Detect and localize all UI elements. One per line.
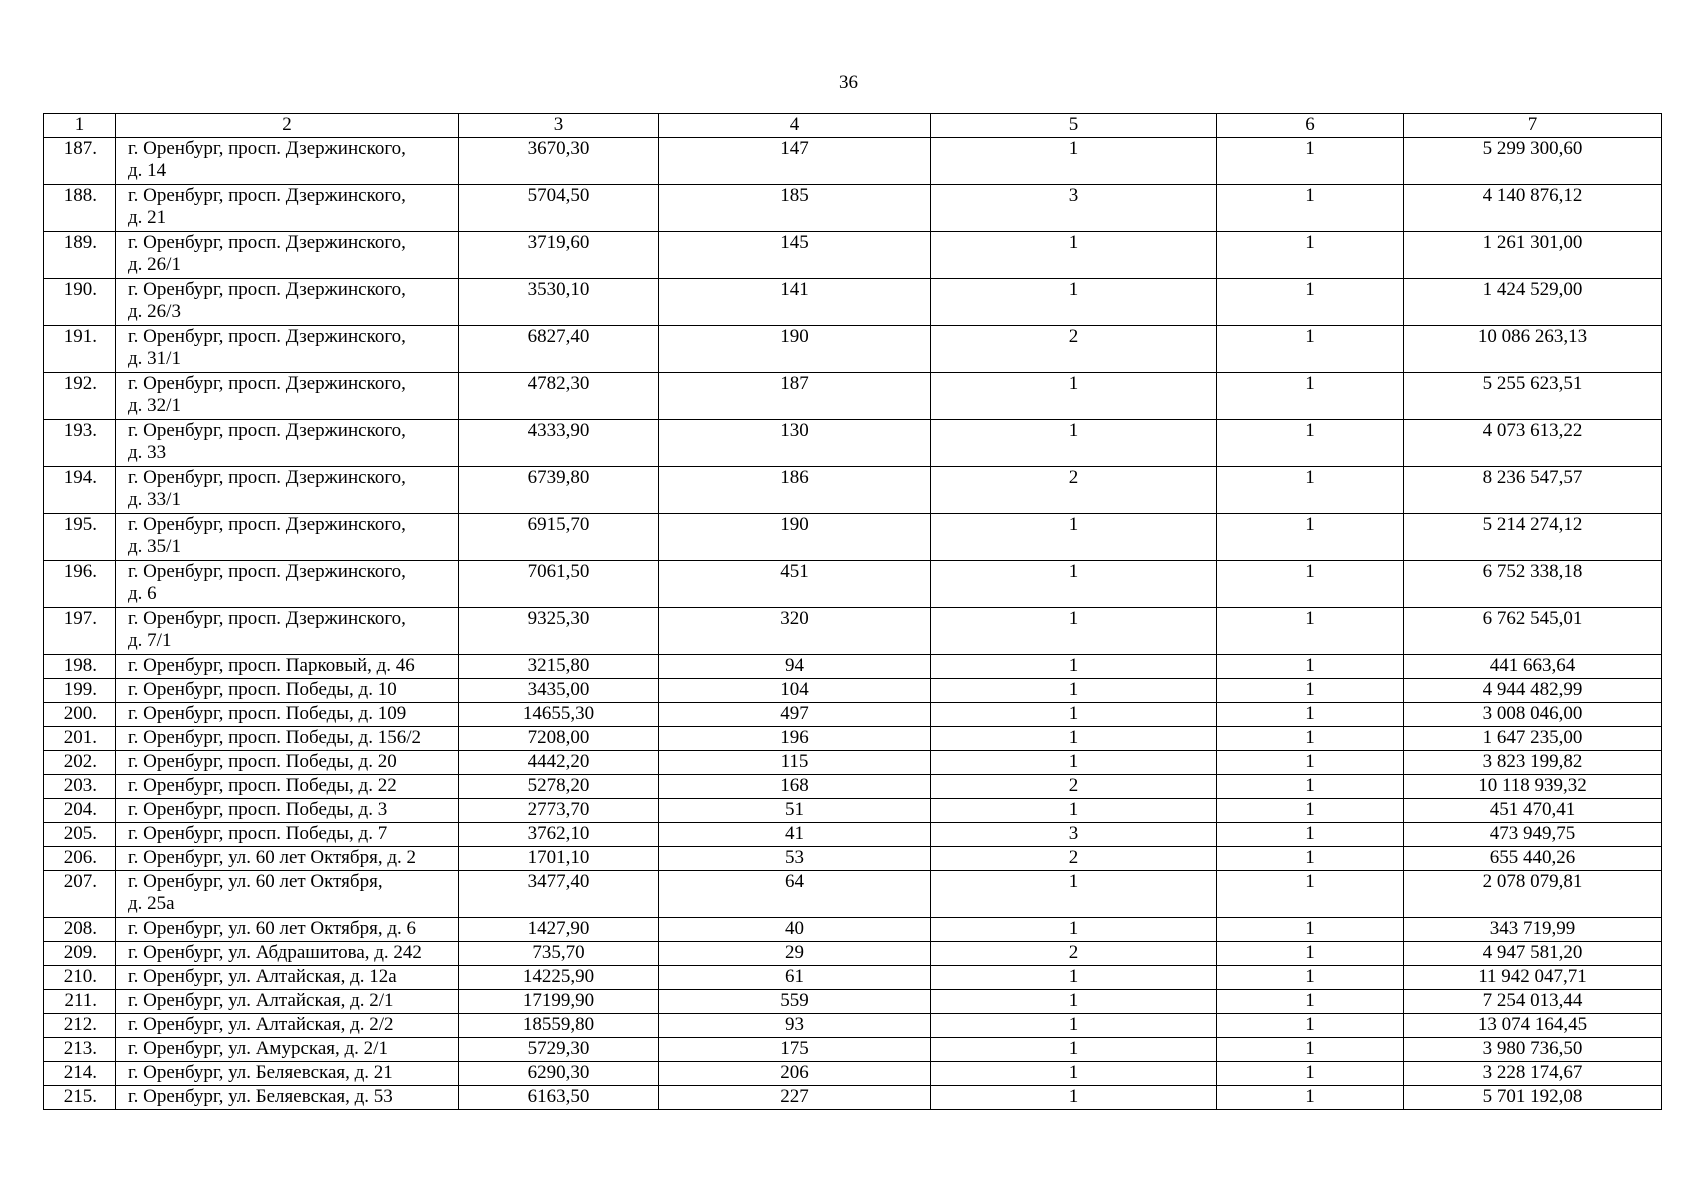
address-line: г. Оренбург, просп. Победы, д. 22 [128, 775, 397, 796]
row-col-4: 497 [659, 703, 931, 727]
row-col-4: 196 [659, 727, 931, 751]
row-number: 209. [44, 942, 116, 966]
row-address [116, 608, 459, 655]
row-col-5: 1 [931, 373, 1217, 420]
address-line: г. Оренбург, просп. Дзержинского, [128, 608, 406, 629]
table-row [44, 751, 1662, 775]
row-col-5: 1 [931, 679, 1217, 703]
row-col-3: 1427,90 [459, 918, 659, 942]
row-number: 190. [44, 279, 116, 326]
row-col-5: 1 [931, 138, 1217, 185]
row-col-4: 93 [659, 1014, 931, 1038]
header-col-1: 1 [44, 114, 116, 138]
row-col-3: 5278,20 [459, 775, 659, 799]
row-col-5: 1 [931, 799, 1217, 823]
row-col-5: 1 [931, 990, 1217, 1014]
row-address [116, 918, 459, 942]
row-col-4: 104 [659, 679, 931, 703]
row-address [116, 703, 459, 727]
row-col-7: 1 647 235,00 [1404, 727, 1662, 751]
row-col-7: 473 949,75 [1404, 823, 1662, 847]
row-col-5: 1 [931, 966, 1217, 990]
row-col-4: 115 [659, 751, 931, 775]
row-number: 189. [44, 232, 116, 279]
address-line: г. Оренбург, просп. Дзержинского, [128, 561, 406, 582]
table-row [44, 138, 1662, 185]
address-line: г. Оренбург, просп. Победы, д. 7 [128, 823, 388, 844]
row-col-6: 1 [1217, 1038, 1404, 1062]
table-row [44, 608, 1662, 655]
row-col-7: 3 823 199,82 [1404, 751, 1662, 775]
table-row [44, 561, 1662, 608]
row-col-3: 7208,00 [459, 727, 659, 751]
row-number: 193. [44, 420, 116, 467]
table-row [44, 966, 1662, 990]
row-col-3: 4782,30 [459, 373, 659, 420]
row-number: 194. [44, 467, 116, 514]
row-col-3: 14655,30 [459, 703, 659, 727]
row-col-4: 147 [659, 138, 931, 185]
table-row [44, 847, 1662, 871]
header-col-2: 2 [116, 114, 459, 138]
row-col-4: 130 [659, 420, 931, 467]
table-row [44, 326, 1662, 373]
row-col-7: 7 254 013,44 [1404, 990, 1662, 1014]
address-line: г. Оренбург, ул. 60 лет Октября, д. 2 [128, 847, 416, 868]
row-col-5: 1 [931, 655, 1217, 679]
table-row [44, 373, 1662, 420]
address-line: д. 31/1 [128, 348, 181, 369]
row-col-6: 1 [1217, 1062, 1404, 1086]
row-col-7: 655 440,26 [1404, 847, 1662, 871]
row-address [116, 326, 459, 373]
row-number: 206. [44, 847, 116, 871]
address-line: д. 14 [128, 160, 167, 181]
table-row [44, 775, 1662, 799]
table-row [44, 823, 1662, 847]
row-address [116, 1014, 459, 1038]
row-col-4: 190 [659, 514, 931, 561]
row-col-7: 5 701 192,08 [1404, 1086, 1662, 1110]
table-row [44, 942, 1662, 966]
row-address [116, 751, 459, 775]
row-number: 199. [44, 679, 116, 703]
row-col-4: 187 [659, 373, 931, 420]
row-col-6: 1 [1217, 823, 1404, 847]
table-row [44, 514, 1662, 561]
row-col-3: 5729,30 [459, 1038, 659, 1062]
address-line: д. 26/3 [128, 301, 181, 322]
row-col-5: 1 [931, 703, 1217, 727]
row-address [116, 727, 459, 751]
row-number: 188. [44, 185, 116, 232]
row-col-3: 3435,00 [459, 679, 659, 703]
row-col-3: 6915,70 [459, 514, 659, 561]
row-address [116, 775, 459, 799]
row-col-7: 441 663,64 [1404, 655, 1662, 679]
row-col-7: 4 947 581,20 [1404, 942, 1662, 966]
row-col-3: 3215,80 [459, 655, 659, 679]
row-col-6: 1 [1217, 279, 1404, 326]
row-col-7: 3 008 046,00 [1404, 703, 1662, 727]
row-col-4: 53 [659, 847, 931, 871]
row-number: 211. [44, 990, 116, 1014]
address-line: г. Оренбург, ул. Беляевская, д. 21 [128, 1062, 393, 1083]
row-col-6: 1 [1217, 1014, 1404, 1038]
row-col-6: 1 [1217, 751, 1404, 775]
row-col-3: 6827,40 [459, 326, 659, 373]
address-line: г. Оренбург, ул. 60 лет Октября, [128, 871, 383, 892]
row-col-3: 3530,10 [459, 279, 659, 326]
row-number: 201. [44, 727, 116, 751]
row-col-5: 3 [931, 823, 1217, 847]
row-col-4: 51 [659, 799, 931, 823]
row-col-6: 1 [1217, 727, 1404, 751]
row-address [116, 847, 459, 871]
row-col-5: 1 [931, 1086, 1217, 1110]
address-line: г. Оренбург, ул. Абдрашитова, д. 242 [128, 942, 422, 963]
table-row [44, 703, 1662, 727]
table-row [44, 467, 1662, 514]
address-line: д. 25а [128, 893, 175, 914]
row-number: 204. [44, 799, 116, 823]
row-col-3: 3477,40 [459, 871, 659, 918]
table-row [44, 727, 1662, 751]
row-col-5: 2 [931, 847, 1217, 871]
row-col-5: 3 [931, 185, 1217, 232]
row-col-3: 3670,30 [459, 138, 659, 185]
row-number: 197. [44, 608, 116, 655]
table-row [44, 679, 1662, 703]
address-line: д. 7/1 [128, 630, 172, 651]
row-number: 214. [44, 1062, 116, 1086]
row-col-7: 10 086 263,13 [1404, 326, 1662, 373]
row-address [116, 799, 459, 823]
row-col-7: 6 762 545,01 [1404, 608, 1662, 655]
table-row [44, 918, 1662, 942]
table-row [44, 655, 1662, 679]
row-address [116, 373, 459, 420]
row-number: 205. [44, 823, 116, 847]
address-line: д. 21 [128, 207, 167, 228]
table-row [44, 990, 1662, 1014]
row-col-5: 1 [931, 1038, 1217, 1062]
row-col-3: 18559,80 [459, 1014, 659, 1038]
row-col-6: 1 [1217, 655, 1404, 679]
row-col-6: 1 [1217, 871, 1404, 918]
table-row [44, 232, 1662, 279]
table-row [44, 799, 1662, 823]
row-col-5: 1 [931, 514, 1217, 561]
row-col-3: 1701,10 [459, 847, 659, 871]
row-address [116, 138, 459, 185]
row-col-4: 168 [659, 775, 931, 799]
row-col-3: 3762,10 [459, 823, 659, 847]
row-col-6: 1 [1217, 942, 1404, 966]
row-col-4: 175 [659, 1038, 931, 1062]
address-line: г. Оренбург, ул. Алтайская, д. 2/2 [128, 1014, 394, 1035]
table-row [44, 871, 1662, 918]
row-address [116, 1086, 459, 1110]
row-number: 207. [44, 871, 116, 918]
row-col-7: 4 073 613,22 [1404, 420, 1662, 467]
row-col-5: 2 [931, 942, 1217, 966]
row-col-6: 1 [1217, 966, 1404, 990]
row-col-5: 1 [931, 1014, 1217, 1038]
row-col-7: 11 942 047,71 [1404, 966, 1662, 990]
row-col-5: 1 [931, 420, 1217, 467]
row-col-3: 7061,50 [459, 561, 659, 608]
row-col-3: 6163,50 [459, 1086, 659, 1110]
table-row [44, 1062, 1662, 1086]
address-line: г. Оренбург, просп. Победы, д. 20 [128, 751, 397, 772]
address-line: г. Оренбург, ул. Амурская, д. 2/1 [128, 1038, 388, 1059]
row-col-6: 1 [1217, 679, 1404, 703]
address-line: г. Оренбург, просп. Дзержинского, [128, 373, 406, 394]
row-col-7: 8 236 547,57 [1404, 467, 1662, 514]
row-number: 200. [44, 703, 116, 727]
address-line: д. 33/1 [128, 489, 181, 510]
header-col-4: 4 [659, 114, 931, 138]
row-col-3: 2773,70 [459, 799, 659, 823]
row-col-3: 6739,80 [459, 467, 659, 514]
address-line: г. Оренбург, ул. Алтайская, д. 12а [128, 966, 397, 987]
row-number: 212. [44, 1014, 116, 1038]
row-col-7: 4 944 482,99 [1404, 679, 1662, 703]
row-number: 198. [44, 655, 116, 679]
row-col-6: 1 [1217, 918, 1404, 942]
header-col-3: 3 [459, 114, 659, 138]
row-address [116, 655, 459, 679]
address-line: г. Оренбург, просп. Дзержинского, [128, 326, 406, 347]
row-address [116, 679, 459, 703]
row-col-6: 1 [1217, 561, 1404, 608]
row-col-5: 1 [931, 561, 1217, 608]
row-col-4: 41 [659, 823, 931, 847]
row-col-4: 227 [659, 1086, 931, 1110]
row-col-7: 343 719,99 [1404, 918, 1662, 942]
row-col-4: 559 [659, 990, 931, 1014]
address-line: г. Оренбург, просп. Дзержинского, [128, 420, 406, 441]
row-address [116, 990, 459, 1014]
row-col-4: 451 [659, 561, 931, 608]
address-line: г. Оренбург, просп. Парковый, д. 46 [128, 655, 415, 676]
row-col-4: 64 [659, 871, 931, 918]
row-col-7: 13 074 164,45 [1404, 1014, 1662, 1038]
row-col-5: 1 [931, 727, 1217, 751]
address-line: д. 33 [128, 442, 167, 463]
row-col-7: 451 470,41 [1404, 799, 1662, 823]
address-line: г. Оренбург, просп. Победы, д. 3 [128, 799, 388, 820]
row-address [116, 561, 459, 608]
row-number: 215. [44, 1086, 116, 1110]
row-col-4: 206 [659, 1062, 931, 1086]
address-line: г. Оренбург, просп. Дзержинского, [128, 279, 406, 300]
address-line: г. Оренбург, ул. 60 лет Октября, д. 6 [128, 918, 416, 939]
row-address [116, 467, 459, 514]
row-col-4: 320 [659, 608, 931, 655]
row-col-5: 1 [931, 918, 1217, 942]
row-col-5: 1 [931, 1062, 1217, 1086]
row-number: 192. [44, 373, 116, 420]
row-col-7: 5 299 300,60 [1404, 138, 1662, 185]
row-number: 208. [44, 918, 116, 942]
row-address [116, 823, 459, 847]
row-col-5: 2 [931, 326, 1217, 373]
row-col-3: 17199,90 [459, 990, 659, 1014]
row-col-6: 1 [1217, 326, 1404, 373]
row-col-4: 145 [659, 232, 931, 279]
row-col-5: 2 [931, 775, 1217, 799]
row-col-5: 2 [931, 467, 1217, 514]
row-col-4: 186 [659, 467, 931, 514]
row-number: 210. [44, 966, 116, 990]
row-col-7: 6 752 338,18 [1404, 561, 1662, 608]
row-col-6: 1 [1217, 1086, 1404, 1110]
row-address [116, 232, 459, 279]
row-col-6: 1 [1217, 799, 1404, 823]
row-address [116, 1062, 459, 1086]
row-address [116, 1038, 459, 1062]
table-row [44, 1086, 1662, 1110]
row-col-5: 1 [931, 232, 1217, 279]
address-line: г. Оренбург, просп. Дзержинского, [128, 467, 406, 488]
row-col-4: 94 [659, 655, 931, 679]
row-col-6: 1 [1217, 420, 1404, 467]
address-line: г. Оренбург, просп. Победы, д. 156/2 [128, 727, 422, 748]
row-col-5: 1 [931, 871, 1217, 918]
row-number: 213. [44, 1038, 116, 1062]
row-col-6: 1 [1217, 138, 1404, 185]
header-col-7: 7 [1404, 114, 1662, 138]
row-col-4: 190 [659, 326, 931, 373]
row-col-5: 1 [931, 751, 1217, 775]
row-address [116, 185, 459, 232]
row-col-6: 1 [1217, 185, 1404, 232]
row-address [116, 514, 459, 561]
row-col-7: 10 118 939,32 [1404, 775, 1662, 799]
header-row [44, 114, 1662, 138]
row-col-4: 61 [659, 966, 931, 990]
row-number: 195. [44, 514, 116, 561]
registry-table [43, 113, 1662, 1110]
address-line: г. Оренбург, просп. Дзержинского, [128, 232, 406, 253]
table-row [44, 1038, 1662, 1062]
row-col-6: 1 [1217, 990, 1404, 1014]
row-col-3: 5704,50 [459, 185, 659, 232]
row-col-4: 141 [659, 279, 931, 326]
row-col-4: 185 [659, 185, 931, 232]
row-col-7: 5 214 274,12 [1404, 514, 1662, 561]
row-number: 187. [44, 138, 116, 185]
row-number: 203. [44, 775, 116, 799]
row-col-4: 40 [659, 918, 931, 942]
address-line: г. Оренбург, просп. Победы, д. 10 [128, 679, 397, 700]
address-line: д. 32/1 [128, 395, 181, 416]
row-number: 202. [44, 751, 116, 775]
row-col-6: 1 [1217, 847, 1404, 871]
address-line: г. Оренбург, ул. Алтайская, д. 2/1 [128, 990, 394, 1011]
header-col-6: 6 [1217, 114, 1404, 138]
address-line: д. 6 [128, 583, 157, 604]
table-body [44, 138, 1662, 1110]
table-row [44, 279, 1662, 326]
page-number: 36 [839, 72, 858, 93]
row-address [116, 420, 459, 467]
row-col-3: 9325,30 [459, 608, 659, 655]
address-line: д. 26/1 [128, 254, 181, 275]
address-line: г. Оренбург, просп. Дзержинского, [128, 185, 406, 206]
row-address [116, 279, 459, 326]
table-row [44, 185, 1662, 232]
address-line: г. Оренбург, ул. Беляевская, д. 53 [128, 1086, 393, 1107]
row-col-7: 5 255 623,51 [1404, 373, 1662, 420]
row-col-6: 1 [1217, 373, 1404, 420]
row-col-6: 1 [1217, 467, 1404, 514]
row-col-6: 1 [1217, 703, 1404, 727]
row-col-6: 1 [1217, 775, 1404, 799]
row-col-7: 4 140 876,12 [1404, 185, 1662, 232]
address-line: г. Оренбург, просп. Дзержинского, [128, 138, 406, 159]
address-line: г. Оренбург, просп. Победы, д. 109 [128, 703, 407, 724]
row-col-7: 1 424 529,00 [1404, 279, 1662, 326]
row-number: 191. [44, 326, 116, 373]
table-row [44, 1014, 1662, 1038]
row-col-3: 3719,60 [459, 232, 659, 279]
row-col-7: 3 228 174,67 [1404, 1062, 1662, 1086]
row-col-3: 14225,90 [459, 966, 659, 990]
row-col-5: 1 [931, 608, 1217, 655]
row-address [116, 942, 459, 966]
table-header [44, 114, 1662, 138]
row-address [116, 871, 459, 918]
row-col-3: 735,70 [459, 942, 659, 966]
row-col-3: 4333,90 [459, 420, 659, 467]
row-number: 196. [44, 561, 116, 608]
row-col-6: 1 [1217, 514, 1404, 561]
row-col-6: 1 [1217, 608, 1404, 655]
table-row [44, 420, 1662, 467]
row-col-4: 29 [659, 942, 931, 966]
row-col-7: 3 980 736,50 [1404, 1038, 1662, 1062]
address-line: г. Оренбург, просп. Дзержинского, [128, 514, 406, 535]
row-col-7: 1 261 301,00 [1404, 232, 1662, 279]
row-col-7: 2 078 079,81 [1404, 871, 1662, 918]
row-col-5: 1 [931, 279, 1217, 326]
address-line: д. 35/1 [128, 536, 181, 557]
row-col-3: 6290,30 [459, 1062, 659, 1086]
row-col-6: 1 [1217, 232, 1404, 279]
row-address [116, 966, 459, 990]
row-col-3: 4442,20 [459, 751, 659, 775]
header-col-5: 5 [931, 114, 1217, 138]
